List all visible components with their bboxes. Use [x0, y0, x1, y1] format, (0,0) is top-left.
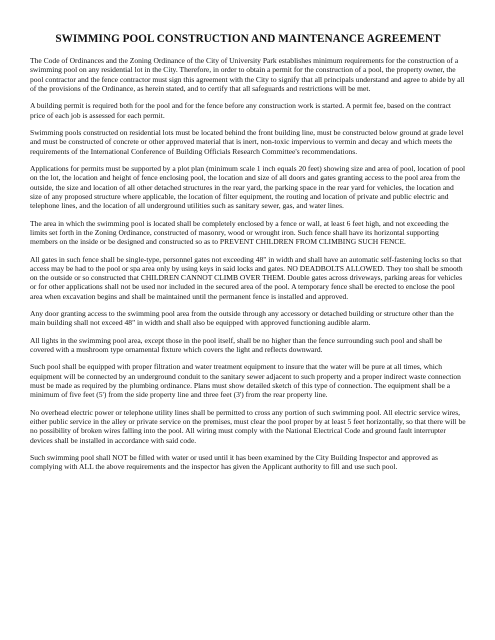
document-title: SWIMMING POOL CONSTRUCTION AND MAINTENANCE AGREEMENT	[55, 33, 441, 45]
paragraph-building-permit: A building permit is required both for the pool and for the fence before any construction work is started. A permit fee, based on the contract price of each job is assessed for each permit.	[30, 101, 452, 120]
paragraph-doors: Any door granting access to the swimming pool area from the outside through any accessory or detached building or structure other than the main building shall not exceed 48" in width and shall also be equipped with approved functioning audible alarm.	[30, 309, 454, 328]
paragraph-filtration: Such pool shall be equipped with proper filtration and water treatment equipment to insure that the water will be pure at all times, which equipment will be connected by an underground conduit to the sanitary sewer adjacent to such property and a proper indirect waste connection must be made as required by the plumbing ordinance. Plans must show detailed sketch of this type of connection. The equipment shall be a minimum of five feet (5') from the side property line and three feet (3') from the rear property line.	[30, 362, 461, 400]
paragraph-plot-plan: Applications for permits must be supported by a plot plan (minimum scale 1 inch equals 20 feet) showing size and area of pool, location of pool on the lot, the location and height of fence enclosing pool, the location and size of all doors and gates granting access to the pool area from the outside, the size and location of all other detached structures in the rear yard, the parking space in the rear yard for vehicles, the location and size of any proposed structure where applicable, the location of filter equipment, the routing and location of private and public electric and telephone lines, and the location of all underground utilities such as sanitary sewer, gas, and water lines.	[30, 163, 466, 211]
paragraph-pool-location: Swimming pools constructed on residential lots must be located behind the front building line, must be constructed below ground at grade level and must be constructed of concrete or other approved material that is inert, non-toxic impervious to vermin and decay and which meets the requirements of the International Conference of Building Officials Research Committee's recommendations.	[30, 127, 464, 156]
paragraph-intro: The Code of Ordinances and the Zoning Ordinance of the City of University Park establishes minimum requirements for the construction of a swimming pool on any residential lot in the City. Therefore, in order to obtain a permit for the construction of a pool, the property owner, the pool contractor and the fence contractor must sign this agreement with the City to signify that all principals understand and agree to abide by all of the provisions of the Ordinance, as herein stated, and to certify that all safeguards and restrictions will be met.	[30, 56, 465, 93]
paragraph-gates: All gates in such fence shall be single-type, personnel gates not exceeding 48" in width and shall have an automatic self-fastening locks so that access may be had to the pool or spa area only by using keys in said locks and gates. NO DEADBOLTS ALLOWED. They too shall be smooth on the outside or so constructed that CHILDREN CANNOT CLIMB OVER THEM. Double gates across driveways, parking areas for vehicles or for other applications shall not be used nor included in the secured area of the pool. A temporary fence shall be erected to enclose the pool area when excavation begins and shall be maintained until the permanent fence is installed and approved.	[30, 254, 463, 301]
paragraph-lights: All lights in the swimming pool area, except those in the pool itself, shall be no higher than the fence surrounding such pool and shall be covered with a mushroom type ornamental fixture which covers the light and reflects downward.	[30, 335, 443, 355]
paragraph-inspection: Such swimming pool shall NOT be filled with water or used until it has been examined by the City Building Inspector and approved as complying with ALL the above requirements and the inspector has given the Applicant authority to fill and use such pool.	[30, 453, 438, 472]
paragraph-fence: The area in which the swimming pool is located shall be completely enclosed by a fence or wall, at least 6 feet high, and not exceeding the limits set forth in the Zoning Ordinance, constructed of masonry, wood or wrought iron. Such fence shall have its horizontal supporting members on the inside or be designed and constructed so as to PREVENT CHILDREN FROM CLIMBING SUCH FENCE.	[30, 218, 449, 247]
paragraph-electric: No overhead electric power or telephone utility lines shall be permitted to cross any portion of such swimming pool. All electric service wires, either public service in the alley or private service on the premises, must clear the pool proper by at least 5 feet horizontally, so that there will be no possibility of broken wires falling into the pool. All wiring must comply with the National Electrical Code and ground fault interrupter devices shall be installed in accordance with said code.	[30, 407, 466, 445]
